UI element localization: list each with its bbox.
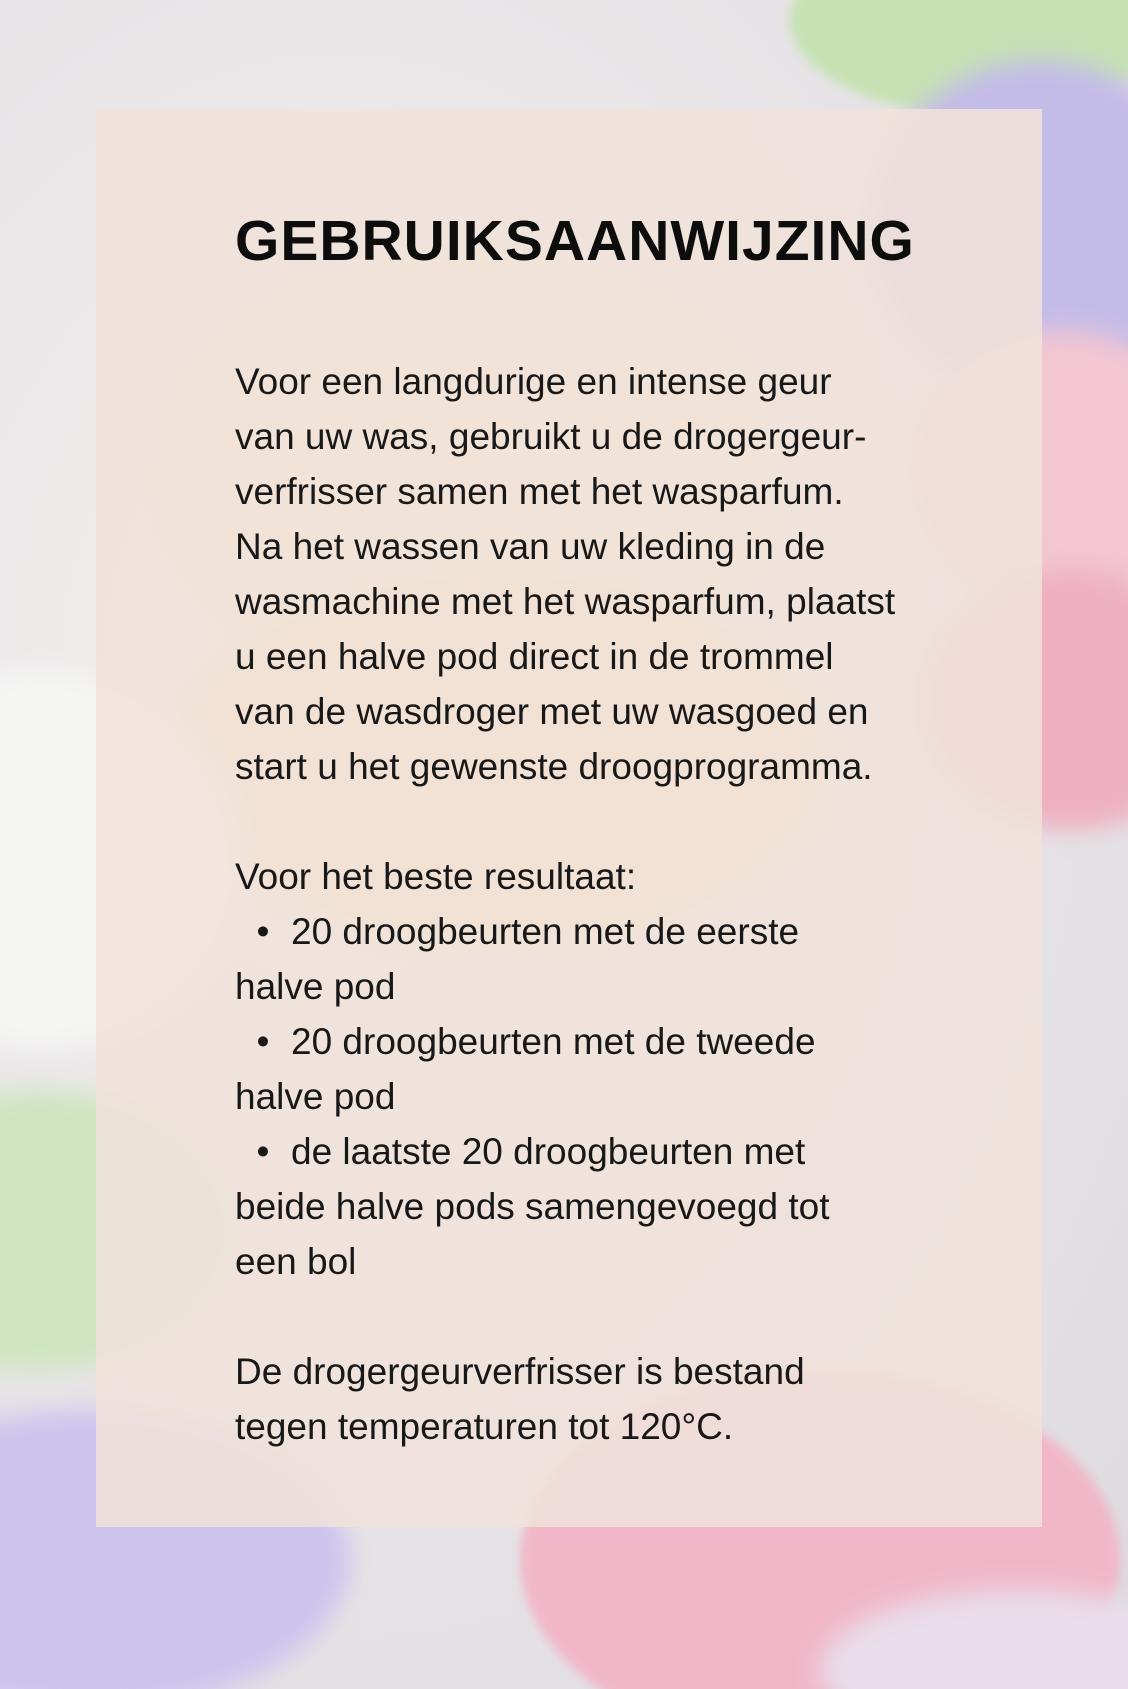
paragraph-line: Na het wassen van uw kleding in de <box>235 526 826 567</box>
paragraph-line: van uw was, gebruikt u de drogergeur- <box>235 416 867 457</box>
bullet-text: 20 droogbeurten met de eerste <box>291 911 800 952</box>
usage-paragraph <box>235 354 995 794</box>
bullet-icon: • <box>256 1131 270 1172</box>
paragraph-line: verfrisser samen met het wasparfum. <box>235 471 844 512</box>
paragraph-line: u een halve pod direct in de trommel <box>235 636 834 677</box>
paragraph-line: start u het gewenste droogprogramma. <box>235 746 873 787</box>
bullet-continuation: halve pod <box>235 1076 396 1117</box>
paragraph-line: Voor een langdurige en intense geur <box>235 361 832 402</box>
bullet-text: 20 droogbeurten met de tweede <box>291 1021 816 1062</box>
instructions-content <box>235 205 995 1454</box>
bullet-item <box>235 904 995 959</box>
bullet-icon: • <box>256 1021 270 1062</box>
paragraph-line: van de wasdroger met uw wasgoed en <box>235 691 869 732</box>
bullet-text: de laatste 20 droogbeurten met <box>291 1131 806 1172</box>
bullet-continuation: halve pod <box>235 966 396 1007</box>
bullet-continuation: beide halve pods samengevoegd tot <box>235 1186 830 1227</box>
instructions-title: GEBRUIKSAANWIJZING <box>235 209 915 273</box>
paragraph-line: De drogergeurverfrisser is bestand <box>235 1351 805 1392</box>
bullet-icon: • <box>256 911 270 952</box>
best-result-heading: Voor het beste resultaat: <box>235 856 637 897</box>
temperature-note <box>235 1344 995 1454</box>
bullet-item <box>235 1014 995 1069</box>
bullet-continuation: een bol <box>235 1241 357 1282</box>
best-result-section <box>235 849 995 1289</box>
paragraph-line: wasmachine met het wasparfum, plaatst <box>235 581 896 622</box>
bullet-item <box>235 1124 995 1179</box>
paragraph-line: tegen temperaturen tot 120°C. <box>235 1406 734 1447</box>
